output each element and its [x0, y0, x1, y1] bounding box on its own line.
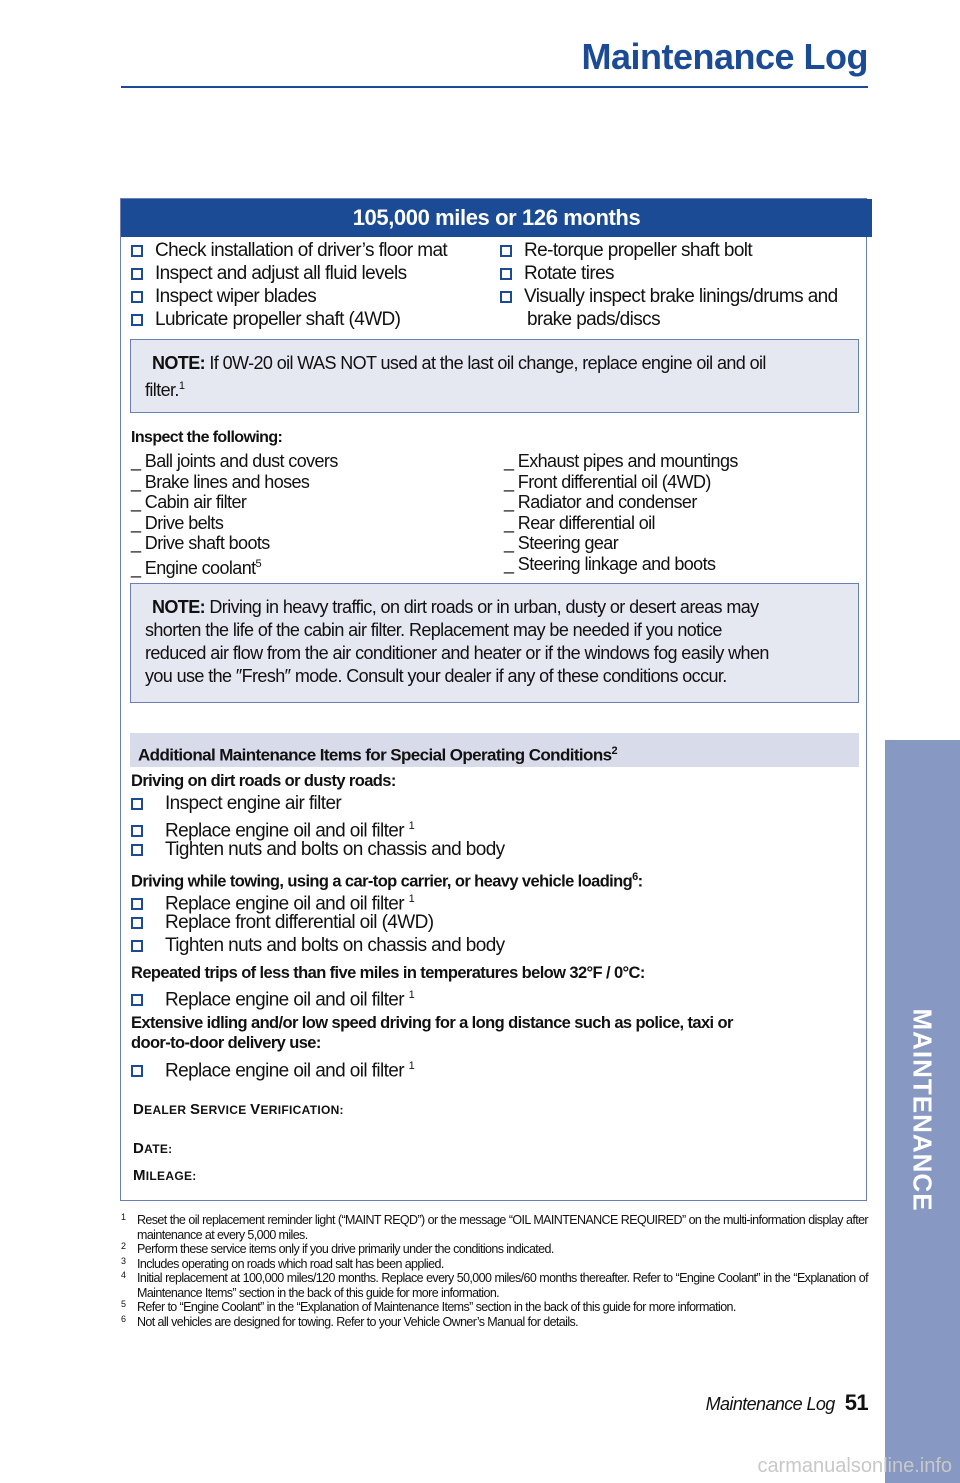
- note-label: NOTE:: [152, 353, 205, 373]
- condition-item: Replace engine oil and oil filter $^1$: [131, 1055, 414, 1078]
- checklist-right: [500, 239, 838, 331]
- footnote: 6 Not all vehicles are designed for towing. Refer to your Vehicle Owner’s Manual for details.: [121, 1313, 579, 1329]
- note-line: reduced air flow from the air conditioner and heater or if the windows fog easily when: [145, 643, 769, 663]
- dealer-verification-label: DEALER SERVICE VERIFICATION:: [133, 1101, 344, 1118]
- interval-header: 105,000 miles or 126 months: [121, 199, 872, 237]
- checkbox-icon[interactable]: [131, 940, 143, 952]
- page-footer: [706, 1390, 868, 1416]
- inspect-item: _ Radiator and condenser: [504, 492, 697, 512]
- footnote: 5 Refer to “Engine Coolant” in the “Explanation of Maintenance Items” section in the back of this guide for more information.: [121, 1299, 736, 1314]
- inspect-item: _ Engine coolant$^5$: [131, 557, 262, 578]
- page-number: 51: [844, 1390, 868, 1415]
- inspect-item: _ Drive belts: [131, 512, 224, 533]
- inspect-item: _ Rear differential oil: [504, 512, 655, 533]
- condition-short-trips: Repeated trips of less than five miles in temperatures below 32°F / 0°C:: [131, 964, 645, 982]
- condition-dirt-roads: Driving on dirt roads or dusty roads:: [131, 772, 396, 790]
- checkbox-icon[interactable]: [131, 245, 143, 257]
- checkbox-icon[interactable]: [500, 268, 512, 280]
- condition-item: Inspect engine air filter: [131, 792, 341, 815]
- page-title: Maintenance Log: [581, 36, 868, 77]
- note-text-2: filter.: [145, 380, 179, 400]
- checkbox-icon[interactable]: [131, 898, 143, 910]
- checklist-item: Lubricate propeller shaft (4WD): [131, 308, 447, 331]
- note-line: Driving in heavy traffic, on dirt roads or in urban, dusty or desert areas may: [209, 597, 759, 617]
- checklist-item: Inspect and adjust all fluid levels: [131, 262, 447, 285]
- section-tab-label: MAINTENANCE: [907, 1008, 938, 1212]
- condition-item: Replace engine oil and oil filter $^1$: [131, 984, 414, 1007]
- checkbox-icon[interactable]: [131, 268, 143, 280]
- date-label: DATE:: [133, 1140, 173, 1157]
- checkbox-icon[interactable]: [131, 798, 143, 810]
- note-cabin-filter: [130, 583, 859, 703]
- checklist-item: Visually inspect brake linings/drums and: [500, 285, 838, 308]
- inspect-item: _ Cabin air filter: [131, 492, 247, 512]
- inspect-item: _ Brake lines and hoses: [131, 471, 310, 492]
- footer-label: Maintenance Log: [705, 1394, 835, 1414]
- footnote: 3 Includes operating on roads which road salt has been applied.: [121, 1255, 444, 1271]
- inspect-item: _ Drive shaft boots: [131, 533, 270, 553]
- checkbox-icon[interactable]: [131, 994, 143, 1006]
- inspect-list-left: [131, 451, 338, 578]
- footnote: 4 Initial replacement at 100,000 miles/120 months. Replace every 50,000 miles/60 months thereafter. Refer to “Engine Coolant” in the “Explanation of Maintenance Items” section in the back of this guide for more information.: [121, 1270, 868, 1300]
- checklist-item-continued: brake pads/discs: [527, 309, 660, 330]
- checkbox-icon[interactable]: [131, 844, 143, 856]
- inspect-item: _ Exhaust pipes and mountings: [504, 451, 738, 471]
- footnotes: [121, 1213, 868, 1329]
- mileage-label: MILEAGE:: [133, 1167, 197, 1184]
- footnote: 2 Perform these service items only if you drive primarily under the conditions indicated.: [121, 1241, 554, 1256]
- checkbox-icon[interactable]: [500, 291, 512, 303]
- condition-item: Replace engine oil and oil filter $^1$: [131, 888, 414, 911]
- note-oil: NOTE: If 0W-20 oil WAS NOT used at the last oil change, replace engine oil and oil filter.$^1$: [130, 339, 859, 413]
- checkbox-icon[interactable]: [500, 245, 512, 257]
- inspect-list-right: [504, 451, 738, 574]
- condition-item: Replace front differential oil (4WD): [131, 911, 433, 934]
- checklist-item: Rotate tires: [500, 262, 838, 285]
- inspect-item: _ Ball joints and dust covers: [131, 451, 338, 471]
- inspect-item: _ Steering linkage and boots: [504, 553, 716, 574]
- checklist-item: Check installation of driver’s floor mat: [131, 239, 447, 262]
- condition-item: Tighten nuts and bolts on chassis and body: [131, 934, 505, 957]
- additional-heading: Additional Maintenance Items for Special Operating Conditions$^2$: [130, 733, 859, 767]
- condition-towing: Driving while towing, using a car-top carrier, or heavy vehicle loading$^6$:: [131, 871, 643, 891]
- checkbox-icon[interactable]: [131, 825, 143, 837]
- note-text: If 0W-20 oil WAS NOT used at the last oil change, replace engine oil and oil: [209, 353, 766, 373]
- inspect-heading: Inspect the following:: [131, 429, 283, 446]
- note-line: shorten the life of the cabin air filter. Replacement may be needed if you notice: [145, 620, 722, 640]
- footnote: 1 Reset the oil replacement reminder light (“MAINT REQD”) or the message “OIL MAINTENANCE REQUIRED” on the multi-information display after maintenance at every 5,000 miles.: [121, 1212, 868, 1242]
- checkbox-icon[interactable]: [131, 314, 143, 326]
- condition-idling: Extensive idling and/or low speed driving for a long distance such as police, taxi or door-to-door delivery use:: [131, 1014, 733, 1052]
- checkbox-icon[interactable]: [131, 917, 143, 929]
- note-line: you use the ″Fresh″ mode. Consult your dealer if any of these conditions occur.: [145, 666, 727, 686]
- note-label: NOTE:: [152, 597, 205, 617]
- checklist-left: [131, 239, 447, 331]
- condition-item: Replace engine oil and oil filter $^1$: [131, 815, 414, 838]
- checklist-item: Inspect wiper blades: [131, 285, 447, 308]
- watermark: carmanualsonline.info: [757, 1455, 952, 1477]
- checklist-item: Re-torque propeller shaft bolt: [500, 239, 838, 262]
- inspect-item: _ Steering gear: [504, 533, 619, 553]
- condition-item: Tighten nuts and bolts on chassis and body: [131, 838, 505, 861]
- title-rule: [121, 86, 868, 88]
- checkbox-icon[interactable]: [131, 1065, 143, 1077]
- inspect-item: _ Front differential oil (4WD): [504, 471, 711, 492]
- checkbox-icon[interactable]: [131, 291, 143, 303]
